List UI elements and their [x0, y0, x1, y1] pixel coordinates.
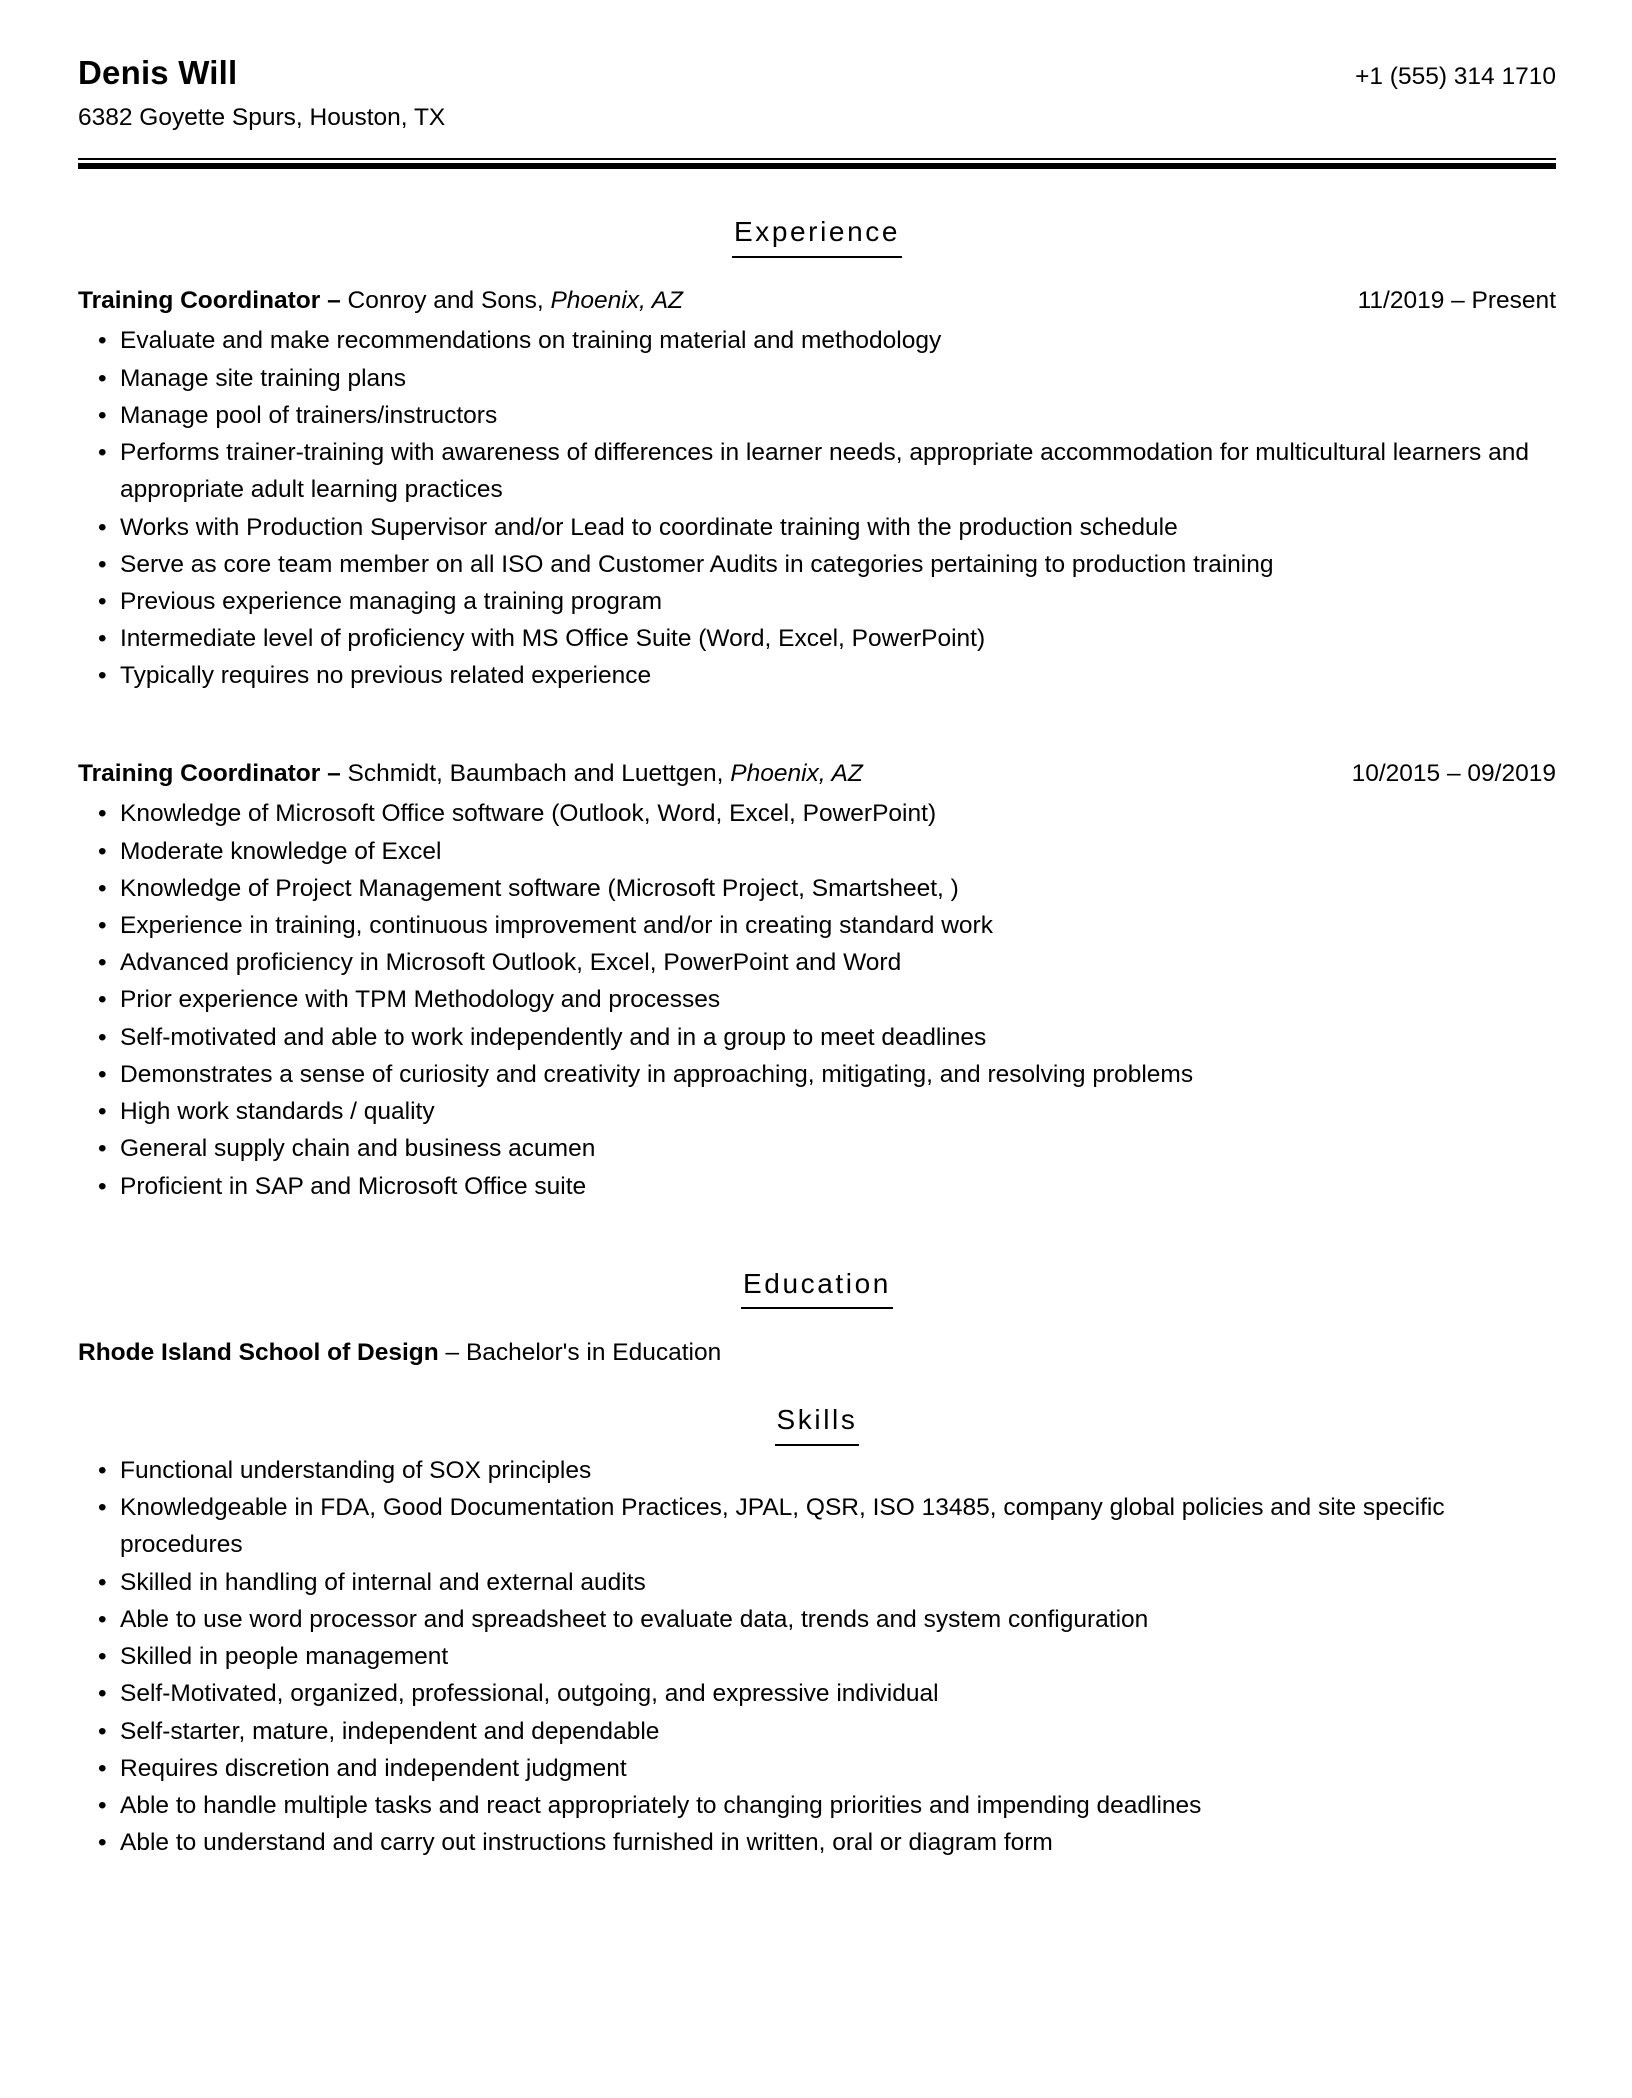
list-item: • Moderate knowledge of Excel — [78, 833, 1556, 870]
experience-entry — [78, 286, 1556, 695]
header-divider — [78, 158, 1556, 169]
list-item: • Advanced proficiency in Microsoft Outlook, Excel, PowerPoint and Word — [78, 944, 1556, 981]
experience-bullet-list — [78, 795, 1556, 1205]
list-item: • Demonstrates a sense of curiosity and creativity in approaching, mitigating, and resolving problems — [78, 1056, 1556, 1093]
section-heading-experience — [78, 215, 1556, 258]
experience-role: Training Coordinator – — [78, 286, 348, 314]
section-heading-skills-label: Skills — [775, 1403, 860, 1446]
experience-organization: Conroy and Sons — [347, 286, 537, 314]
section-heading-education — [78, 1267, 1556, 1310]
list-item: • Knowledge of Microsoft Office software (Outlook, Word, Excel, PowerPoint) — [78, 795, 1556, 832]
list-item: • Serve as core team member on all ISO and Customer Audits in categories pertaining to production training — [78, 546, 1556, 583]
list-item: • Functional understanding of SOX principles — [78, 1452, 1556, 1489]
list-item: • Manage site training plans — [78, 360, 1556, 397]
candidate-address: 6382 Goyette Spurs, Houston, TX — [78, 103, 446, 131]
experience-location: Phoenix, AZ — [730, 759, 863, 787]
experience-entry-spacer — [78, 695, 1556, 731]
list-item: • Self-Motivated, organized, professional, outgoing, and expressive individual — [78, 1675, 1556, 1712]
experience-entry-header — [78, 759, 1556, 790]
experience-bullet-list — [78, 322, 1556, 694]
list-item: • Previous experience managing a training program — [78, 583, 1556, 620]
list-item: • Skilled in handling of internal and external audits — [78, 1564, 1556, 1601]
section-heading-experience-label: Experience — [732, 215, 902, 258]
list-item: • Self-motivated and able to work independently and in a group to meet deadlines — [78, 1019, 1556, 1056]
experience-dates: 10/2015 – 09/2019 — [1351, 759, 1556, 787]
list-item: • Manage pool of trainers/instructors — [78, 397, 1556, 434]
list-item: • Intermediate level of proficiency with MS Office Suite (Word, Excel, PowerPoint) — [78, 620, 1556, 657]
list-item: • Evaluate and make recommendations on training material and methodology — [78, 322, 1556, 359]
header-divider-thick-line — [78, 163, 1556, 169]
experience-role: Training Coordinator – — [78, 759, 348, 787]
list-item: • High work standards / quality — [78, 1093, 1556, 1130]
list-item: • Proficient in SAP and Microsoft Office suite — [78, 1168, 1556, 1205]
list-item: • Experience in training, continuous improvement and/or in creating standard work — [78, 907, 1556, 944]
list-item: • Works with Production Supervisor and/or Lead to coordinate training with the production schedule — [78, 509, 1556, 546]
education-degree: – Bachelor's in Education — [438, 1339, 722, 1367]
candidate-phone: +1 (555) 314 1710 — [1355, 63, 1556, 90]
list-item: • Prior experience with TPM Methodology and processes — [78, 981, 1556, 1018]
list-item: • Skilled in people management — [78, 1638, 1556, 1675]
list-item: • Able to use word processor and spreadsheet to evaluate data, trends and system configuration — [78, 1601, 1556, 1638]
list-item: • Able to handle multiple tasks and react appropriately to changing priorities and impending deadlines — [78, 1787, 1556, 1824]
list-item: • Self-starter, mature, independent and dependable — [78, 1713, 1556, 1750]
experience-entry-title — [78, 286, 683, 317]
experience-dates: 11/2019 – Present — [1357, 286, 1556, 314]
experience-entry-header — [78, 286, 1556, 317]
resume-content — [78, 0, 1556, 1861]
list-item: • Knowledge of Project Management software (Microsoft Project, Smartsheet, ) — [78, 870, 1556, 907]
section-heading-skills — [78, 1403, 1556, 1446]
list-item: • Requires discretion and independent judgment — [78, 1750, 1556, 1787]
experience-organization: Schmidt, Baumbach and Luettgen — [347, 759, 717, 787]
header-top-row — [78, 54, 1556, 92]
list-item: • Typically requires no previous related experience — [78, 657, 1556, 694]
education-school: Rhode Island School of Design — [78, 1339, 439, 1367]
list-item: • Knowledgeable in FDA, Good Documentation Practices, JPAL, QSR, ISO 13485, company global policies and site specific procedures — [78, 1489, 1556, 1563]
experience-title-separator: , — [716, 759, 731, 787]
skills-bullet-list — [78, 1452, 1556, 1862]
experience-title-separator: , — [536, 286, 551, 314]
list-item: • General supply chain and business acumen — [78, 1130, 1556, 1167]
experience-entry-title — [78, 759, 863, 790]
resume-header — [78, 0, 1556, 169]
education-entry — [78, 1337, 1556, 1369]
section-heading-education-label: Education — [741, 1267, 893, 1310]
candidate-name: Denis Will — [78, 54, 238, 91]
list-item: • Able to understand and carry out instructions furnished in written, oral or diagram form — [78, 1824, 1556, 1861]
experience-entry — [78, 759, 1556, 1205]
experience-location: Phoenix, AZ — [550, 286, 684, 314]
list-item: • Performs trainer-training with awareness of differences in learner needs, appropriate accommodation for multicultural learners and appropriate adult learning practices — [78, 434, 1556, 508]
